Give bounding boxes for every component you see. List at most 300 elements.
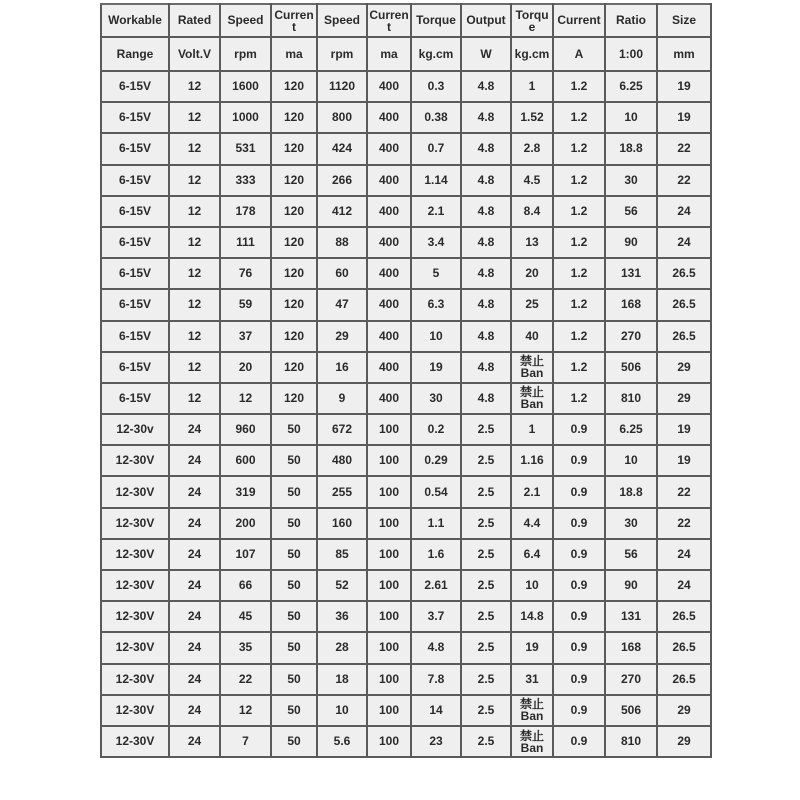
table-cell: 1.6 xyxy=(411,539,461,570)
table-cell: 6.25 xyxy=(605,414,657,445)
table-cell: 400 xyxy=(367,71,411,102)
table-cell: 4.8 xyxy=(411,632,461,663)
table-cell: 400 xyxy=(367,133,411,164)
table-cell: 1.2 xyxy=(553,165,605,196)
table-cell: 400 xyxy=(367,321,411,352)
table-cell: 26.5 xyxy=(657,321,711,352)
table-cell: 56 xyxy=(605,539,657,570)
table-row xyxy=(101,289,711,320)
table-cell: 1.2 xyxy=(553,321,605,352)
table-cell: 6-15V xyxy=(101,321,169,352)
table-cell: 100 xyxy=(367,445,411,476)
table-cell: 24 xyxy=(657,196,711,227)
table-cell: 12-30V xyxy=(101,508,169,539)
table-cell: 6-15V xyxy=(101,165,169,196)
table-row xyxy=(101,133,711,164)
table-cell: 2.5 xyxy=(461,414,511,445)
table-cell: 100 xyxy=(367,508,411,539)
table-cell: 18 xyxy=(317,664,367,695)
table-cell: 2.5 xyxy=(461,601,511,632)
table-cell: 90 xyxy=(605,227,657,258)
table-cell: 2.5 xyxy=(461,726,511,757)
table-cell: 1.2 xyxy=(553,102,605,133)
table-cell: 120 xyxy=(271,258,317,289)
table-cell: 424 xyxy=(317,133,367,164)
table-cell: Torqu e xyxy=(511,4,553,37)
table-cell: 2.5 xyxy=(461,539,511,570)
table-cell: 0.29 xyxy=(411,445,461,476)
table-cell: 24 xyxy=(169,445,220,476)
table-cell: 4.8 xyxy=(461,196,511,227)
table-cell: 12-30V xyxy=(101,632,169,663)
table-cell: 6-15V xyxy=(101,383,169,414)
table-cell: 270 xyxy=(605,664,657,695)
table-cell: 4.8 xyxy=(461,352,511,383)
table-cell: 12-30V xyxy=(101,570,169,601)
table-cell: Curren t xyxy=(271,4,317,37)
table-cell: 6.4 xyxy=(511,539,553,570)
table-cell: 37 xyxy=(220,321,271,352)
table-row xyxy=(101,601,711,632)
table-cell: 10 xyxy=(605,102,657,133)
table-cell: 810 xyxy=(605,726,657,757)
table-cell: 1.1 xyxy=(411,508,461,539)
table-row xyxy=(101,352,711,383)
table-cell: 22 xyxy=(657,476,711,507)
table-cell: 28 xyxy=(317,632,367,663)
table-cell: 120 xyxy=(271,383,317,414)
table-cell: 4.8 xyxy=(461,258,511,289)
table-cell: 1600 xyxy=(220,71,271,102)
table-cell: 3.4 xyxy=(411,227,461,258)
table-cell: 2.1 xyxy=(511,476,553,507)
table-cell: 禁止 Ban xyxy=(511,695,553,726)
table-cell: 400 xyxy=(367,102,411,133)
table-cell: 12 xyxy=(220,695,271,726)
table-cell: A xyxy=(553,37,605,71)
table-cell: 13 xyxy=(511,227,553,258)
table-cell: 107 xyxy=(220,539,271,570)
table-cell: 1.2 xyxy=(553,133,605,164)
table-cell: 12 xyxy=(169,321,220,352)
table-cell: 168 xyxy=(605,632,657,663)
table-cell: 59 xyxy=(220,289,271,320)
table-cell: 120 xyxy=(271,133,317,164)
table-cell: 120 xyxy=(271,352,317,383)
table-cell: 12 xyxy=(169,71,220,102)
table-cell: 2.8 xyxy=(511,133,553,164)
table-cell: 24 xyxy=(169,664,220,695)
table-cell: kg.cm xyxy=(411,37,461,71)
table-cell: 22 xyxy=(657,133,711,164)
table-cell: 12 xyxy=(220,383,271,414)
table-cell: 9 xyxy=(317,383,367,414)
table-cell: 6.25 xyxy=(605,71,657,102)
table-cell: 85 xyxy=(317,539,367,570)
table-cell: 810 xyxy=(605,383,657,414)
table-cell: 0.9 xyxy=(553,445,605,476)
table-cell: 76 xyxy=(220,258,271,289)
table-cell: 19 xyxy=(657,445,711,476)
table-cell: 12 xyxy=(169,383,220,414)
table-cell: 45 xyxy=(220,601,271,632)
table-row xyxy=(101,258,711,289)
table-cell: 0.9 xyxy=(553,414,605,445)
table-cell: 26.5 xyxy=(657,601,711,632)
header-row-units xyxy=(101,37,711,71)
table-row xyxy=(101,508,711,539)
table-cell: 12 xyxy=(169,352,220,383)
motor-spec-table-container xyxy=(100,3,710,758)
table-cell: 20 xyxy=(511,258,553,289)
table-cell: 19 xyxy=(411,352,461,383)
table-cell: 12-30V xyxy=(101,476,169,507)
table-cell: 131 xyxy=(605,258,657,289)
table-row xyxy=(101,726,711,757)
table-cell: 12-30V xyxy=(101,664,169,695)
table-cell: 24 xyxy=(657,570,711,601)
table-row xyxy=(101,476,711,507)
table-cell: 29 xyxy=(657,383,711,414)
table-cell: 50 xyxy=(271,508,317,539)
table-cell: Range xyxy=(101,37,169,71)
table-row xyxy=(101,227,711,258)
table-cell: 6-15V xyxy=(101,227,169,258)
table-cell: 36 xyxy=(317,601,367,632)
table-cell: 1.16 xyxy=(511,445,553,476)
table-cell: 0.9 xyxy=(553,570,605,601)
table-cell: Speed xyxy=(317,4,367,37)
table-cell: 4.4 xyxy=(511,508,553,539)
table-cell: 22 xyxy=(657,165,711,196)
table-row xyxy=(101,71,711,102)
table-cell: 24 xyxy=(169,508,220,539)
header-row-labels xyxy=(101,4,711,37)
table-cell: 12 xyxy=(169,289,220,320)
table-cell: 120 xyxy=(271,102,317,133)
table-cell: 24 xyxy=(169,695,220,726)
table-cell: 6-15V xyxy=(101,133,169,164)
table-cell: 24 xyxy=(169,414,220,445)
table-cell: 255 xyxy=(317,476,367,507)
table-cell: 50 xyxy=(271,414,317,445)
table-cell: 4.8 xyxy=(461,133,511,164)
table-cell: 19 xyxy=(657,102,711,133)
table-cell: 319 xyxy=(220,476,271,507)
table-cell: 4.5 xyxy=(511,165,553,196)
table-cell: 178 xyxy=(220,196,271,227)
table-cell: 120 xyxy=(271,321,317,352)
table-cell: 672 xyxy=(317,414,367,445)
table-row xyxy=(101,383,711,414)
table-row xyxy=(101,445,711,476)
table-cell: 2.61 xyxy=(411,570,461,601)
table-cell: Volt.V xyxy=(169,37,220,71)
table-cell: Output xyxy=(461,4,511,37)
table-cell: 160 xyxy=(317,508,367,539)
table-cell: 0.9 xyxy=(553,476,605,507)
table-cell: 10 xyxy=(511,570,553,601)
table-cell: 2.5 xyxy=(461,476,511,507)
table-cell: 120 xyxy=(271,71,317,102)
table-cell: 24 xyxy=(169,570,220,601)
table-row xyxy=(101,570,711,601)
table-cell: 400 xyxy=(367,165,411,196)
table-cell: 6-15V xyxy=(101,71,169,102)
table-cell: 0.7 xyxy=(411,133,461,164)
table-cell: 50 xyxy=(271,476,317,507)
table-cell: 0.9 xyxy=(553,601,605,632)
table-cell: 12-30V xyxy=(101,695,169,726)
table-cell: 480 xyxy=(317,445,367,476)
table-cell: 168 xyxy=(605,289,657,320)
table-cell: Current xyxy=(553,4,605,37)
table-cell: 400 xyxy=(367,227,411,258)
table-cell: 400 xyxy=(367,383,411,414)
table-cell: 0.3 xyxy=(411,71,461,102)
table-cell: 29 xyxy=(317,321,367,352)
table-cell: rpm xyxy=(220,37,271,71)
table-cell: Size xyxy=(657,4,711,37)
table-cell: 600 xyxy=(220,445,271,476)
table-cell: 111 xyxy=(220,227,271,258)
table-cell: Curren t xyxy=(367,4,411,37)
table-cell: 2.5 xyxy=(461,695,511,726)
table-row xyxy=(101,539,711,570)
table-row xyxy=(101,102,711,133)
table-cell: 6-15V xyxy=(101,258,169,289)
table-cell: 412 xyxy=(317,196,367,227)
table-cell: 7 xyxy=(220,726,271,757)
table-cell: Workable xyxy=(101,4,169,37)
table-row xyxy=(101,695,711,726)
table-cell: 4.8 xyxy=(461,321,511,352)
table-cell: 50 xyxy=(271,445,317,476)
table-cell: 31 xyxy=(511,664,553,695)
table-cell: 29 xyxy=(657,726,711,757)
table-cell: 6-15V xyxy=(101,102,169,133)
table-cell: 50 xyxy=(271,664,317,695)
table-cell: 29 xyxy=(657,352,711,383)
table-cell: 50 xyxy=(271,539,317,570)
table-cell: 270 xyxy=(605,321,657,352)
table-cell: 2.5 xyxy=(461,508,511,539)
table-cell: 22 xyxy=(220,664,271,695)
table-cell: 506 xyxy=(605,695,657,726)
table-cell: 50 xyxy=(271,570,317,601)
table-cell: 0.9 xyxy=(553,726,605,757)
table-cell: 14 xyxy=(411,695,461,726)
table-cell: 100 xyxy=(367,601,411,632)
table-cell: 50 xyxy=(271,726,317,757)
table-cell: 6-15V xyxy=(101,196,169,227)
table-row xyxy=(101,414,711,445)
table-cell: 26.5 xyxy=(657,664,711,695)
table-cell: Rated xyxy=(169,4,220,37)
table-cell: 0.9 xyxy=(553,664,605,695)
table-cell: 1.2 xyxy=(553,383,605,414)
table-row xyxy=(101,664,711,695)
table-cell: 50 xyxy=(271,601,317,632)
table-cell: 100 xyxy=(367,539,411,570)
table-cell: 800 xyxy=(317,102,367,133)
table-cell: 90 xyxy=(605,570,657,601)
table-cell: 88 xyxy=(317,227,367,258)
table-cell: 0.9 xyxy=(553,632,605,663)
table-cell: 12 xyxy=(169,196,220,227)
table-cell: 禁止 Ban xyxy=(511,726,553,757)
table-cell: 6.3 xyxy=(411,289,461,320)
table-cell: 24 xyxy=(169,539,220,570)
table-row xyxy=(101,165,711,196)
table-cell: 19 xyxy=(657,414,711,445)
table-cell: 1.2 xyxy=(553,227,605,258)
table-cell: 6-15V xyxy=(101,352,169,383)
table-cell: 100 xyxy=(367,632,411,663)
table-cell: 0.2 xyxy=(411,414,461,445)
table-cell: 1.2 xyxy=(553,196,605,227)
table-cell: 120 xyxy=(271,165,317,196)
table-cell: mm xyxy=(657,37,711,71)
table-cell: 100 xyxy=(367,726,411,757)
table-cell: 5 xyxy=(411,258,461,289)
table-cell: 0.54 xyxy=(411,476,461,507)
table-cell: W xyxy=(461,37,511,71)
table-cell: 24 xyxy=(657,227,711,258)
table-cell: 26.5 xyxy=(657,289,711,320)
table-cell: 200 xyxy=(220,508,271,539)
table-cell: 18.8 xyxy=(605,133,657,164)
table-cell: 400 xyxy=(367,289,411,320)
table-cell: 26.5 xyxy=(657,632,711,663)
table-cell: rpm xyxy=(317,37,367,71)
table-cell: 8.4 xyxy=(511,196,553,227)
table-cell: 12 xyxy=(169,102,220,133)
table-cell: 2.5 xyxy=(461,664,511,695)
table-cell: 2.5 xyxy=(461,570,511,601)
table-cell: 60 xyxy=(317,258,367,289)
table-cell: 47 xyxy=(317,289,367,320)
table-cell: 4.8 xyxy=(461,227,511,258)
table-cell: 12-30V xyxy=(101,445,169,476)
table-cell: 24 xyxy=(169,601,220,632)
table-cell: 4.8 xyxy=(461,383,511,414)
table-cell: 0.9 xyxy=(553,508,605,539)
table-cell: 12-30V xyxy=(101,726,169,757)
table-cell: 1.2 xyxy=(553,289,605,320)
table-cell: 1120 xyxy=(317,71,367,102)
table-cell: 26.5 xyxy=(657,258,711,289)
table-cell: 30 xyxy=(605,508,657,539)
table-cell: 4.8 xyxy=(461,71,511,102)
table-cell: 1.2 xyxy=(553,258,605,289)
table-cell: 23 xyxy=(411,726,461,757)
table-cell: 100 xyxy=(367,664,411,695)
table-cell: 50 xyxy=(271,695,317,726)
table-cell: 30 xyxy=(411,383,461,414)
table-cell: 7.8 xyxy=(411,664,461,695)
table-cell: 12 xyxy=(169,165,220,196)
table-cell: 4.8 xyxy=(461,102,511,133)
table-cell: 22 xyxy=(657,508,711,539)
table-cell: 24 xyxy=(169,632,220,663)
table-cell: Torque xyxy=(411,4,461,37)
table-cell: 120 xyxy=(271,289,317,320)
table-cell: 12-30V xyxy=(101,601,169,632)
table-row xyxy=(101,321,711,352)
table-cell: 40 xyxy=(511,321,553,352)
table-cell: 400 xyxy=(367,258,411,289)
table-cell: 2.1 xyxy=(411,196,461,227)
table-cell: 10 xyxy=(605,445,657,476)
table-cell: 1.2 xyxy=(553,71,605,102)
table-cell: 14.8 xyxy=(511,601,553,632)
table-cell: ma xyxy=(271,37,317,71)
table-cell: 3.7 xyxy=(411,601,461,632)
table-cell: 266 xyxy=(317,165,367,196)
table-cell: 1:00 xyxy=(605,37,657,71)
table-cell: 4.8 xyxy=(461,289,511,320)
table-cell: 52 xyxy=(317,570,367,601)
table-cell: 1 xyxy=(511,414,553,445)
table-cell: 24 xyxy=(657,539,711,570)
table-cell: 12-30V xyxy=(101,539,169,570)
table-cell: 2.5 xyxy=(461,632,511,663)
table-cell: 19 xyxy=(511,632,553,663)
table-cell: 120 xyxy=(271,196,317,227)
table-cell: 12 xyxy=(169,227,220,258)
table-cell: 333 xyxy=(220,165,271,196)
table-cell: 19 xyxy=(657,71,711,102)
table-cell: 56 xyxy=(605,196,657,227)
table-cell: 0.9 xyxy=(553,695,605,726)
table-cell: 100 xyxy=(367,570,411,601)
table-cell: 25 xyxy=(511,289,553,320)
table-cell: 1.14 xyxy=(411,165,461,196)
table-cell: 100 xyxy=(367,695,411,726)
table-cell: 10 xyxy=(317,695,367,726)
table-cell: 24 xyxy=(169,726,220,757)
table-cell: 531 xyxy=(220,133,271,164)
table-cell: Speed xyxy=(220,4,271,37)
table-cell: 50 xyxy=(271,632,317,663)
table-cell: 1 xyxy=(511,71,553,102)
table-cell: 66 xyxy=(220,570,271,601)
table-cell: kg.cm xyxy=(511,37,553,71)
table-cell: 12 xyxy=(169,133,220,164)
table-cell: 20 xyxy=(220,352,271,383)
table-cell: 120 xyxy=(271,227,317,258)
table-cell: 12 xyxy=(169,258,220,289)
table-cell: 12-30v xyxy=(101,414,169,445)
table-cell: 29 xyxy=(657,695,711,726)
table-row xyxy=(101,196,711,227)
table-cell: 24 xyxy=(169,476,220,507)
motor-spec-table xyxy=(100,3,712,758)
table-cell: 4.8 xyxy=(461,165,511,196)
table-cell: 0.9 xyxy=(553,539,605,570)
table-cell: 5.6 xyxy=(317,726,367,757)
table-cell: 禁止 Ban xyxy=(511,352,553,383)
table-cell: 100 xyxy=(367,414,411,445)
table-cell: 506 xyxy=(605,352,657,383)
table-cell: 100 xyxy=(367,476,411,507)
table-cell: 1000 xyxy=(220,102,271,133)
table-cell: Ratio xyxy=(605,4,657,37)
table-row xyxy=(101,632,711,663)
table-cell: 1.52 xyxy=(511,102,553,133)
table-cell: 18.8 xyxy=(605,476,657,507)
